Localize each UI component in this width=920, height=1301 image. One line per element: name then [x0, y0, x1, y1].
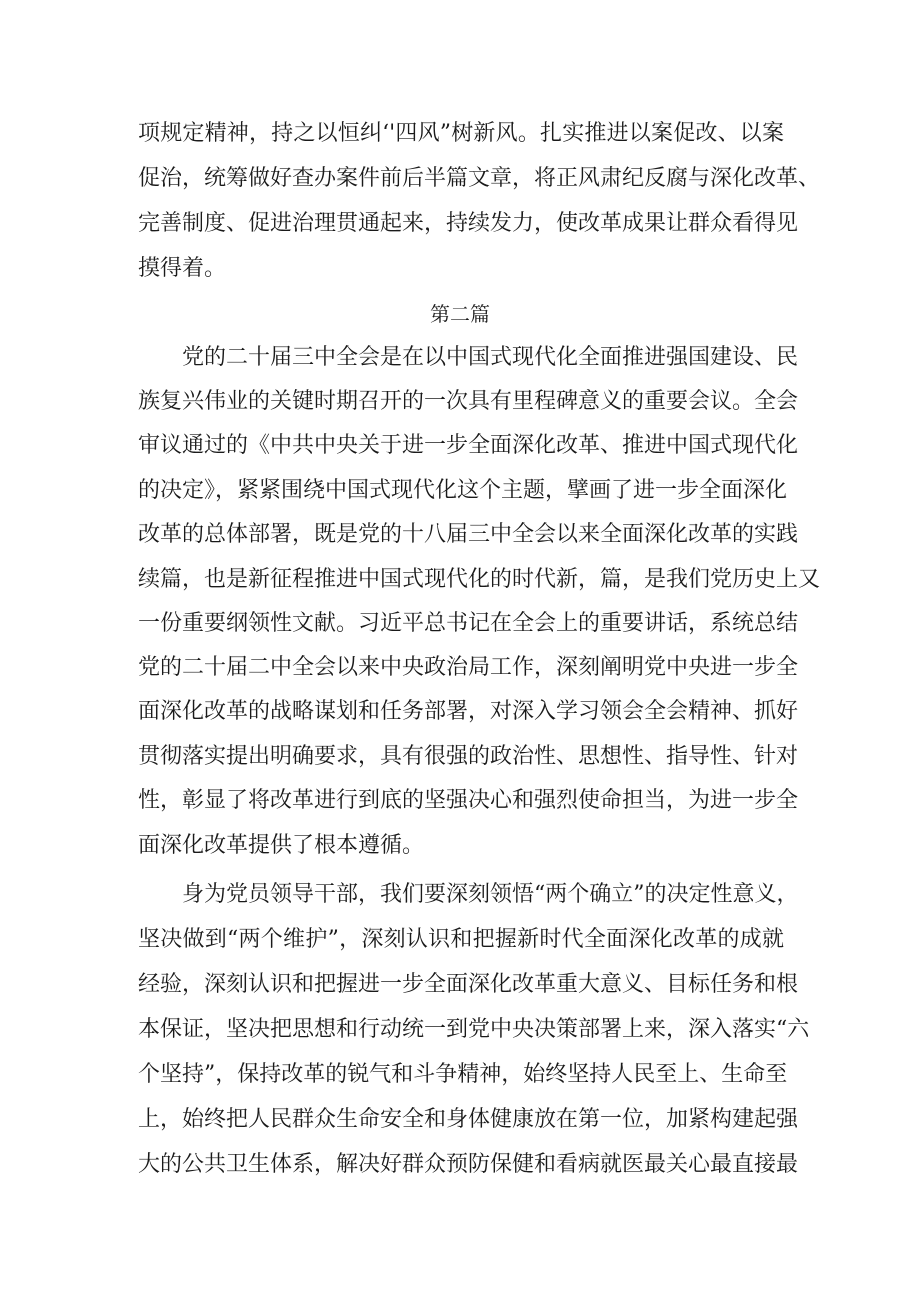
text-line: 贯彻落实提出明确要求，具有很强的政治性、思想性、指导性、针对 [138, 744, 799, 769]
text-line: 党的二十届二中全会以来中央政治局工作，深刻阐明党中央进一步全 [138, 655, 799, 680]
text-line: 续篇，也是新征程推进中国式现代化的时代新，篇，是我们党历史上又 [138, 567, 821, 592]
text-line: 性，彰显了将改革进行到底的坚强决心和强烈使命担当，为进一步全 [138, 788, 799, 813]
text-line: 上，始终把人民群众生命安全和身体健康放在第一位，加紧构建起强 [138, 1107, 799, 1132]
text-line: 大的公共卫生体系，解决好群众预防保健和看病就医最关心最直接最 [138, 1152, 799, 1177]
text-line: 摸得着。 [138, 256, 227, 281]
text-line: 面深化改革的战略谋划和任务部署，对深入学习领会全会精神、抓好 [138, 699, 799, 724]
text-line: 本保证，坚决把思想和行动统一到党中央决策部署上来，深入落实“六 [138, 1017, 810, 1042]
text-line: 党的二十届三中全会是在以中国式现代化全面推进强国建设、民 [182, 345, 799, 370]
text-line: 身为党员领导干部，我们要深刻领悟“两个确立”的决定性意义， [182, 882, 799, 907]
text-line: 促治，统筹做好查办案件前后半篇文章，将正风肃纪反腐与深化改革、 [138, 166, 821, 191]
text-line: 坚决做到“两个维护”，深刻认识和把握新时代全面深化改革的成就 [138, 927, 784, 952]
section-title: 第二篇 [430, 302, 490, 326]
text-line: 的决定》，紧紧围绕中国式现代化这个主题，擘画了进一步全面深化 [138, 478, 788, 503]
text-line: 项规定精神，持之以恒纠‘'四风”树新风。扎实推进以案促改、以案 [138, 121, 784, 146]
text-line: 面深化改革提供了根本遵循。 [138, 833, 425, 858]
text-line: 经验，深刻认识和把握进一步全面深化改革重大意义、目标任务和根 [138, 972, 799, 997]
text-line: 一份重要纲领性文献。习近平总书记在全会上的重要讲话，系统总结 [138, 611, 799, 636]
text-line: 个坚持”，保持改革的锐气和斗争精神，始终坚持人民至上、生命至 [138, 1062, 788, 1087]
text-line: 完善制度、促进治理贯通起来，持续发力，使改革成果让群众看得见 [138, 211, 799, 236]
text-line: 审议通过的《中共中央关于进一步全面深化改革、推进中国式现代化 [138, 433, 799, 458]
text-line: 改革的总体部署，既是党的十八届三中全会以来全面深化改革的实践 [138, 522, 799, 547]
text-line: 族复兴伟业的关键时期召开的一次具有里程碑意义的重要会议。全会 [138, 389, 799, 414]
